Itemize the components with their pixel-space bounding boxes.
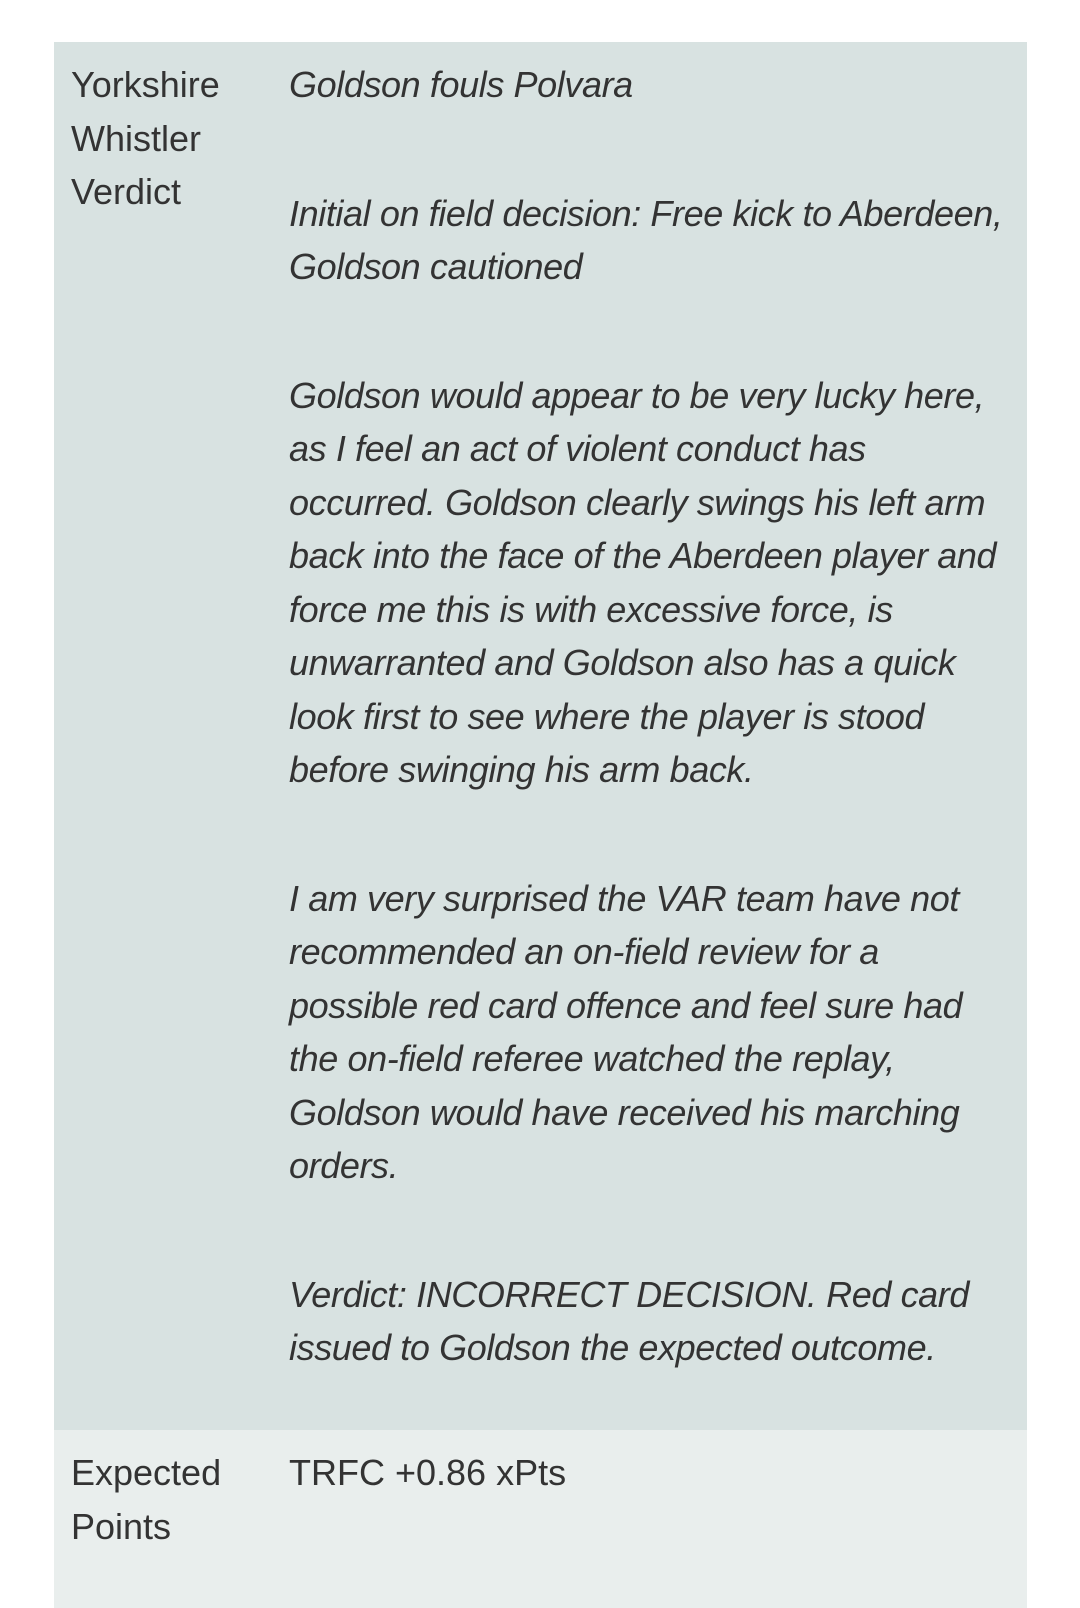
verdict-paragraph: Goldson would appear to be very lucky here, as I feel an act of violent conduct has occurred. Goldson clearly swings his left arm back into the face of the Aberdeen player and force me this is with excessive force, is unwarranted and Goldson also has a quick look first to see where the player is stood before swinging his arm back. <box>289 374 997 790</box>
expected-points-value: TRFC +0.86 xPts <box>289 1452 567 1493</box>
expected-points-label-line: Points <box>71 1505 172 1547</box>
verdict-label-line: Verdict <box>71 171 182 212</box>
verdict-paragraph: Verdict: INCORRECT DECISION. Red card issued to Goldson the expected outcome. <box>289 1273 970 1368</box>
verdict-paragraph: I am very surprised the VAR team have not recommended an on-field review for a possible red card offence and feel sure had the on-field referee watched the replay, Goldson would have received his marching orders. <box>289 877 963 1186</box>
expected-points-label <box>54 1430 260 1608</box>
verdict-label-line: Whistler <box>71 117 202 159</box>
verdict-label <box>54 42 260 1430</box>
verdict-paragraph: Initial on field decision: Free kick to Aberdeen, Goldson cautioned <box>289 192 1003 287</box>
verdict-row <box>54 42 1027 1430</box>
verdict-paragraph: Goldson fouls Polvara <box>289 64 633 105</box>
verdict-body <box>260 42 1027 1430</box>
expected-points-row <box>54 1430 1027 1608</box>
verdict-table <box>54 42 1027 1608</box>
verdict-label-line: Yorkshire <box>71 64 220 105</box>
expected-points-label-line: Expected <box>71 1452 222 1493</box>
